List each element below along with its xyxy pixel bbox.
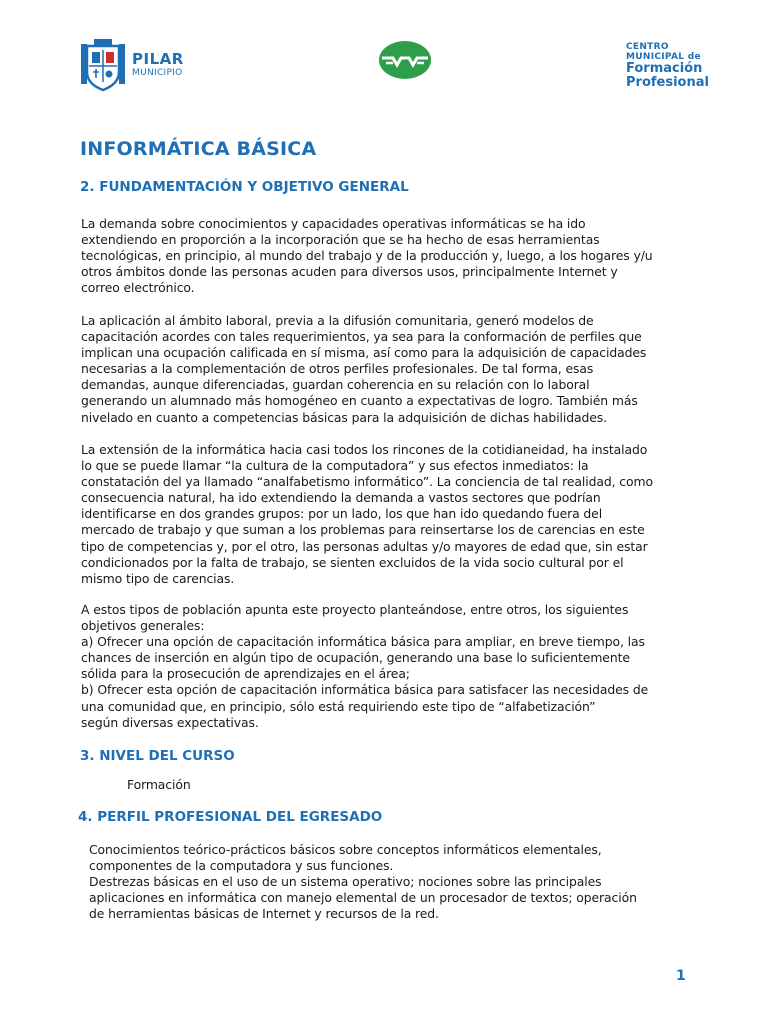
- pilar-name: PILAR: [132, 50, 184, 68]
- text-line: tipo de competencias y, por el otro, las personas adultas y/o mayores de edad que, sin estar: [81, 538, 648, 554]
- text-line: sólida para la prosecución de aprendizajes en el área;: [81, 666, 410, 682]
- pilar-municipio-logo: [80, 38, 184, 92]
- text-line: Formación: [127, 777, 191, 792]
- text-line: tecnológicas, en principio, al mundo del trabajo y de la producción y, luego, a los hogares y/u: [81, 248, 653, 264]
- text-line: chances de inserción en algún tipo de ocupación, generando una base lo suficientemente: [81, 650, 630, 666]
- text-line: de herramientas básicas de Internet y recursos de la red.: [89, 906, 439, 922]
- text-line: identificarse en dos grandes grupos: por un lado, los que han ido quedando fuera del: [81, 506, 603, 522]
- cmfp-line-2: MUNICIPAL de: [626, 52, 701, 62]
- pilar-sub: MUNICIPIO: [132, 68, 183, 78]
- course-level-value: [127, 777, 191, 793]
- center-logo: [378, 40, 432, 84]
- text-line: constatación del ya llamado “analfabetismo informático”. La conciencia de tal realidad, como: [81, 474, 653, 490]
- text-line: Destrezas básicas en el uso de un sistema operativo; nociones sobre las principales: [89, 874, 602, 890]
- document-title: INFORMÁTICA BÁSICA: [80, 138, 317, 160]
- text-line: aplicaciones en informática con manejo elemental de un procesador de textos; operación: [89, 890, 637, 906]
- center-emblem-icon: [378, 40, 432, 80]
- text-line: La aplicación al ámbito laboral, previa a la difusión comunitaria, generó modelos de: [81, 313, 594, 328]
- text-line: capacitación acordes con tales requerimientos, ya sea para la conformación de perfiles que: [81, 329, 642, 345]
- text-line: correo electrónico.: [81, 280, 195, 296]
- section-4-paragraph: [89, 842, 637, 922]
- text-line: a) Ofrecer una opción de capacitación informática básica para ampliar, en breve tiempo, las: [81, 634, 645, 650]
- text-line: b) Ofrecer esta opción de capacitación informática básica para satisfacer las necesidades de: [81, 682, 649, 698]
- text-line: consecuencia natural, ha ido extendiendo la demanda a vastos sectores que podrían: [81, 490, 601, 506]
- text-line: lo que se puede llamar “la cultura de la computadora” y sus efectos inmediatos: la: [81, 458, 589, 474]
- cmfp-line-1: CENTRO: [626, 42, 669, 52]
- cmfp-line-4: Profesional: [626, 75, 709, 90]
- text-line: demandas, aunque diferenciadas, guardan coherencia en su relación con lo laboral: [81, 377, 590, 393]
- text-line: componentes de la computadora y sus funciones.: [89, 858, 394, 874]
- text-line: mismo tipo de carencias.: [81, 570, 235, 586]
- text-line: una comunidad que, en principio, sólo está requiriendo este tipo de “alfabetización”: [81, 698, 596, 714]
- text-line: extendiendo en proporción a la incorporación que se ha hecho de esas herramientas: [81, 232, 600, 248]
- text-line: A estos tipos de población apunta este proyecto planteándose, entre otros, los siguientes: [81, 602, 629, 617]
- text-line: La extensión de la informática hacia casi todos los rincones de la cotidianeidad, ha instalado: [81, 442, 648, 457]
- text-line: La demanda sobre conocimientos y capacidades operativas informáticas se ha ido: [81, 216, 586, 231]
- text-line: objetivos generales:: [81, 618, 205, 634]
- text-line: implican una ocupación calificada en sí misma, así como para la adquisición de capacidades: [81, 345, 647, 361]
- text-line: otros ámbitos donde las personas acuden para diversos usos, principalmente Internet y: [81, 264, 618, 280]
- text-line: Conocimientos teórico-prácticos básicos sobre conceptos informáticos elementales,: [89, 842, 602, 857]
- text-line: necesarias a la complementación de otros perfiles profesionales. De tal forma, esas: [81, 361, 594, 377]
- text-line: mercado de trabajo y que suman a los problemas para reinsertarse los de carencias en este: [81, 522, 645, 538]
- text-line: generando un alumnado más homogéneo en cuanto a expectativas de logro. También más: [81, 393, 638, 409]
- text-line: condicionados por la falta de trabajo, se sienten excluidos de la vida socio cultural por el: [81, 554, 624, 570]
- section-3-heading: 3. NIVEL DEL CURSO: [80, 748, 235, 764]
- section-4-heading: 4. PERFIL PROFESIONAL DEL EGRESADO: [78, 809, 383, 825]
- section-2-paragraph-4: [81, 602, 648, 731]
- section-2-heading: 2. FUNDAMENTACIÓN Y OBJETIVO GENERAL: [80, 179, 409, 195]
- section-2-paragraph-2: [81, 313, 646, 426]
- section-2-paragraph-1: [81, 216, 653, 296]
- text-line: según diversas expectativas.: [81, 714, 259, 730]
- text-line: nivelado en cuanto a competencias básicas para la adquisición de dichas habilidades.: [81, 409, 607, 425]
- page-number: 1: [676, 968, 686, 984]
- section-2-paragraph-3: [81, 442, 653, 587]
- pilar-shield-icon: [80, 38, 126, 92]
- page-header: [0, 0, 768, 115]
- cmfp-logo: [626, 42, 709, 90]
- cmfp-line-3: Formación: [626, 61, 703, 76]
